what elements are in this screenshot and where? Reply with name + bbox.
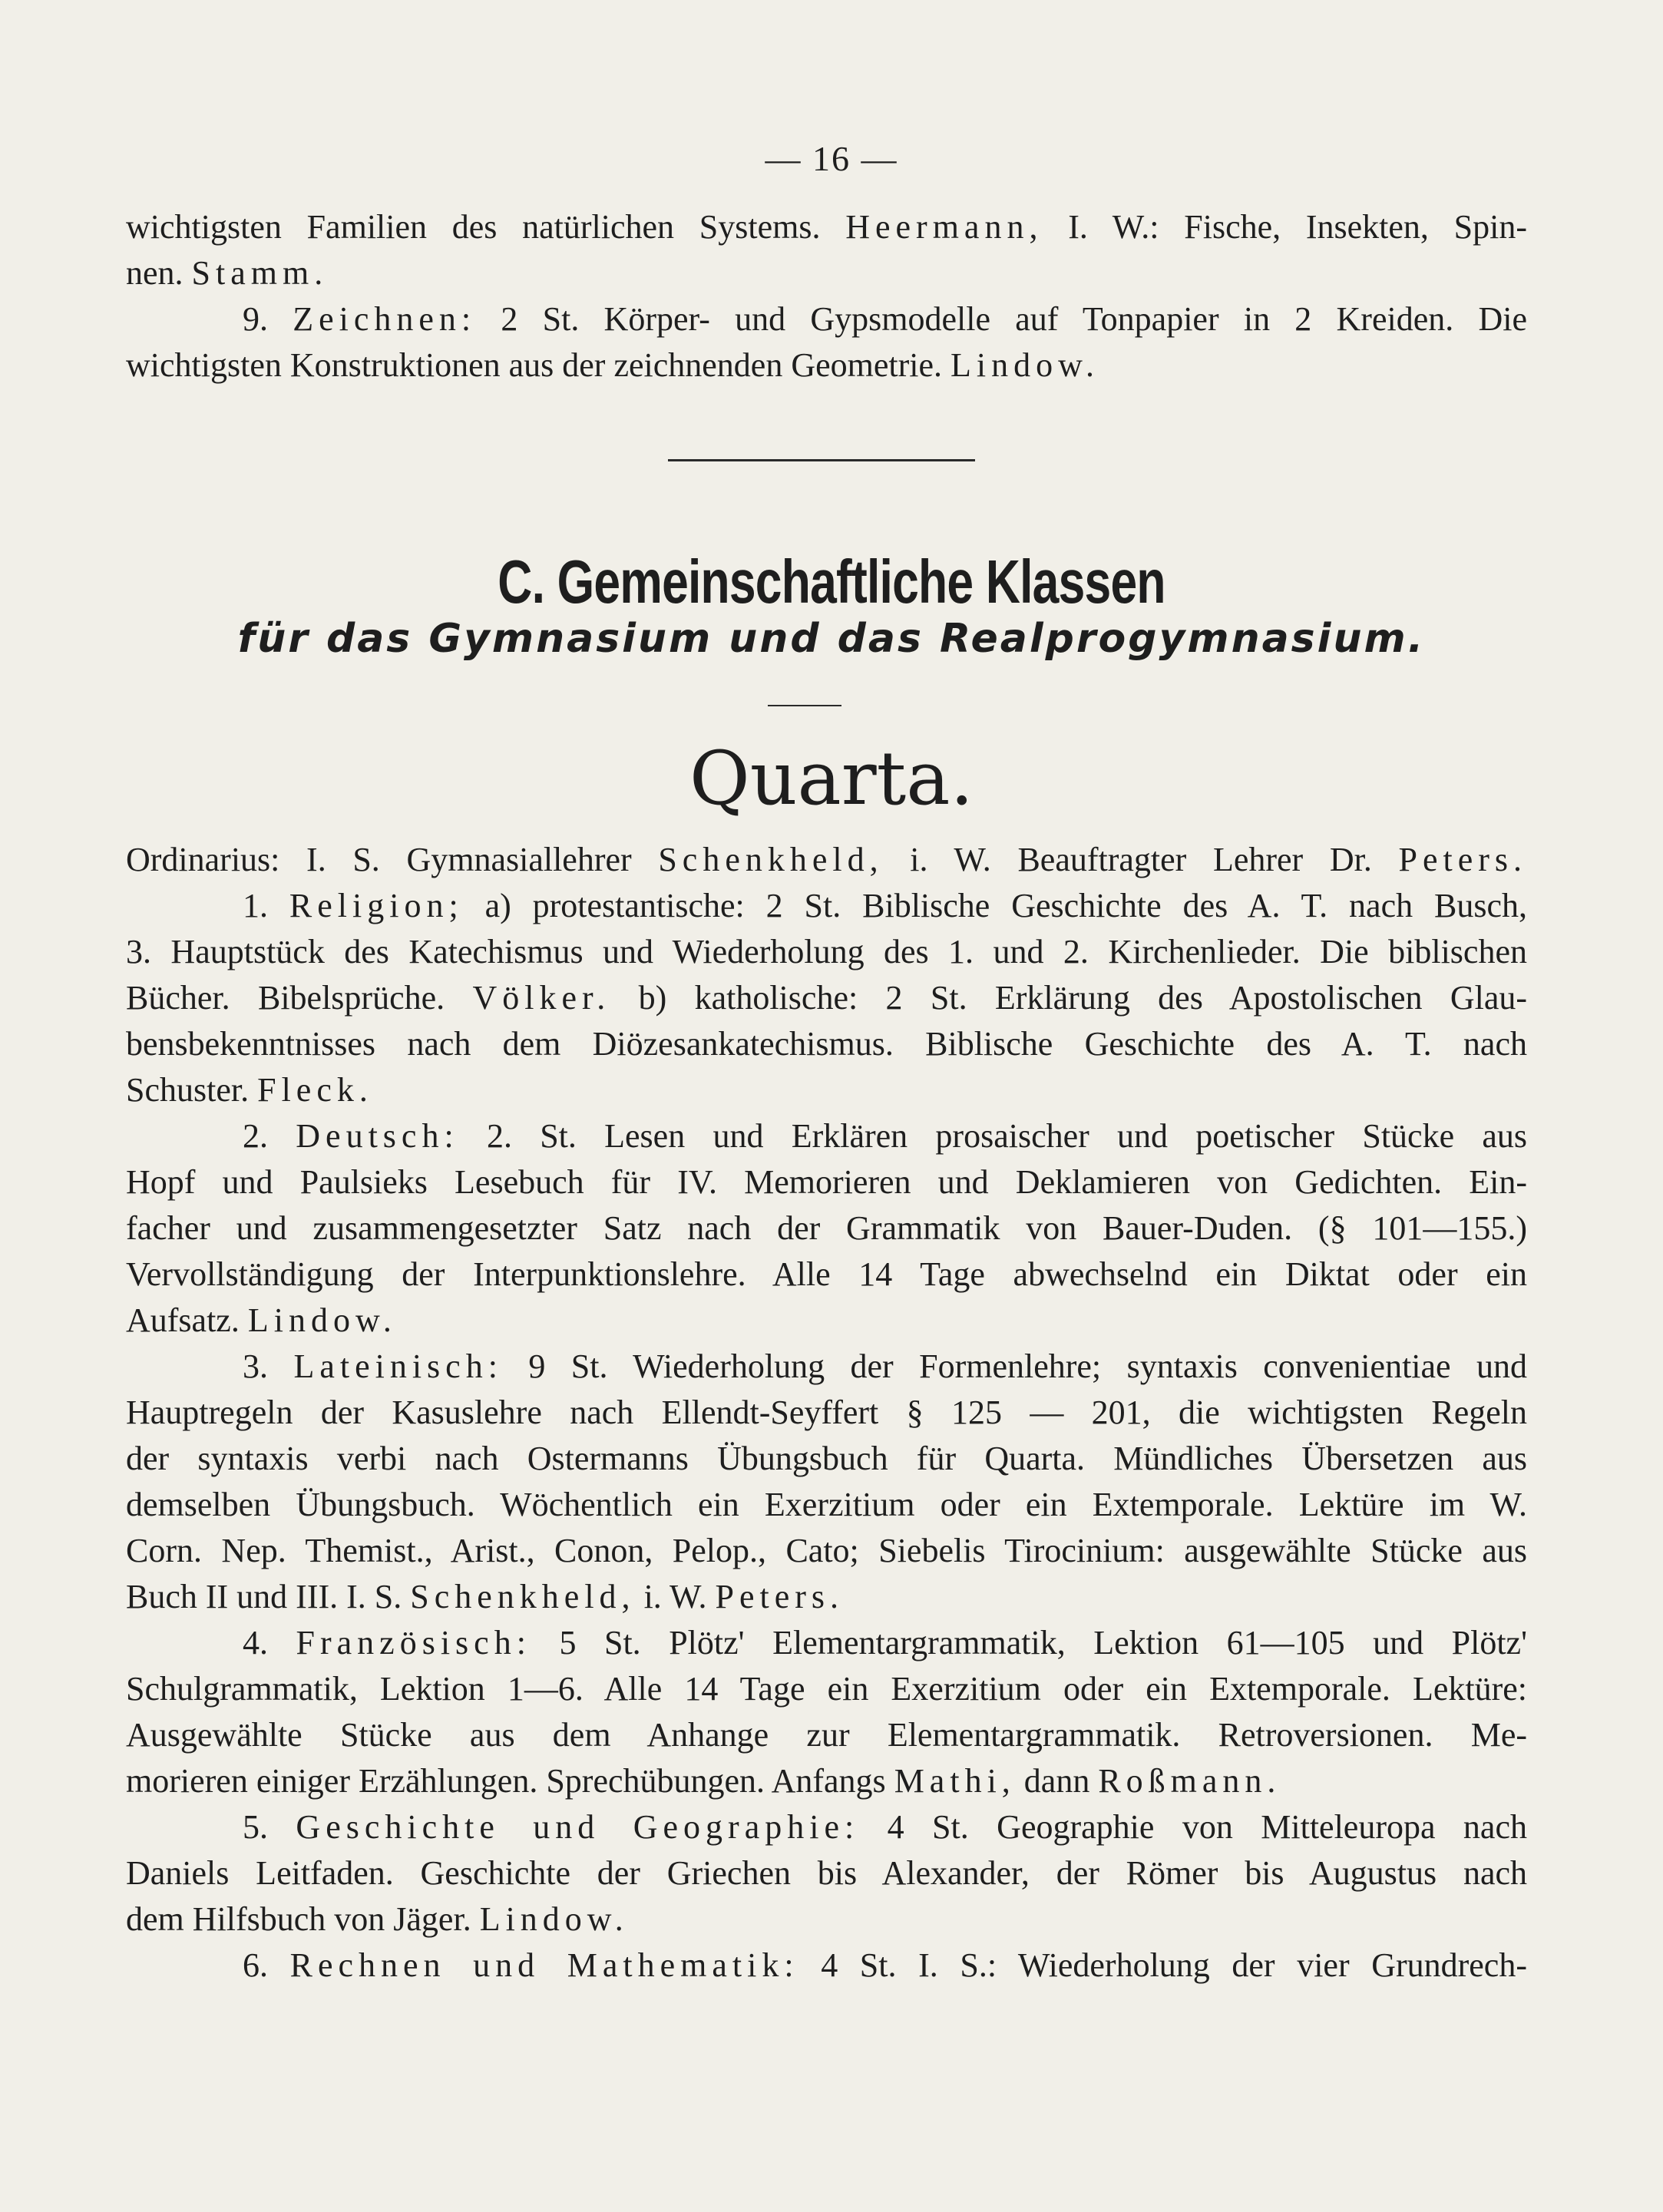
text-line: 3. Hauptstück des Katechismus und Wiederholung des 1. und 2. Kirchenlieder. Die biblischen (126, 933, 1527, 970)
text-line: nen. Stamm. (126, 254, 329, 292)
section-title: C. Gemeinschaftliche Klassen (498, 547, 1165, 616)
class-title: Quarta. (689, 736, 974, 822)
text-line: Hauptregeln der Kasuslehre nach Ellendt-Seyffert § 125 — 201, die wichtigsten Regeln (126, 1394, 1527, 1431)
text-line: Hopf und Paulsieks Lesebuch für IV. Memorieren und Deklamieren von Gedichten. Ein- (126, 1163, 1527, 1201)
text-line: Aufsatz. Lindow. (126, 1301, 397, 1339)
text-line: 5. Geschichte und Geographie: 4 St. Geographie von Mitteleuropa nach (243, 1808, 1527, 1846)
text-line: dem Hilfsbuch von Jäger. Lindow. (126, 1900, 629, 1938)
text-line: Daniels Leitfaden. Geschichte der Griechen bis Alexander, der Römer bis Augustus nach (126, 1854, 1527, 1892)
section-divider (668, 459, 975, 461)
text-line: 9. Zeichnen: 2 St. Körper- und Gypsmodelle auf Tonpapier in 2 Kreiden. Die (243, 300, 1527, 338)
text-line: facher und zusammengesetzter Satz nach der Grammatik von Bauer-Duden. (§ 101—155.) (126, 1209, 1527, 1247)
text-line: Vervollständigung der Interpunktionslehre. Alle 14 Tage abwechselnd ein Diktat oder ein (126, 1255, 1527, 1293)
text-line: 6. Rechnen und Mathematik: 4 St. I. S.: Wiederholung der vier Grundrech- (243, 1946, 1527, 1984)
text-line: Corn. Nep. Themist., Arist., Conon, Pelop., Cato; Siebelis Tirocinium: ausgewählte Stücke aus (126, 1532, 1527, 1569)
text-line: 1. Religion; a) protestantische: 2 St. Biblische Geschichte des A. T. nach Busch, (243, 887, 1528, 924)
text-line: der syntaxis verbi nach Ostermanns Übungsbuch für Quarta. Mündliches Übersetzen aus (126, 1440, 1527, 1477)
text-line: Bücher. Bibelsprüche. Völker. b) katholische: 2 St. Erklärung des Apostolischen Glau- (126, 979, 1528, 1017)
text-line: wichtigsten Konstruktionen aus der zeichnenden Geometrie. Lindow. (126, 346, 1100, 384)
text-line: wichtigsten Familien des natürlichen Systems. Heermann, I. W.: Fische, Insekten, Spin- (126, 208, 1527, 246)
text-line: 2. Deutsch: 2. St. Lesen und Erklären prosaischer und poetischer Stücke aus (243, 1117, 1528, 1155)
text-line: morieren einiger Erzählungen. Sprechübungen. Anfangs Mathi, dann Roßmann. (126, 1762, 1281, 1800)
text-line: Buch II und III. I. S. Schenkheld, i. W. Peters. (126, 1578, 845, 1615)
text-line: Schuster. Fleck. (126, 1071, 373, 1109)
section-subtitle: für das Gymnasium und das Realprogymnasium. (237, 616, 1426, 662)
ordinarius-line: Ordinarius: I. S. Gymnasiallehrer Schenkheld, i. W. Beauftragter Lehrer Dr. Peters. (126, 841, 1528, 878)
text-line: bensbekenntnisses nach dem Diözesankatechismus. Biblische Geschichte des A. T. nach (126, 1025, 1527, 1063)
text-line: Schulgrammatik, Lektion 1—6. Alle 14 Tage ein Exerzitium oder ein Extemporale. Lektüre: (126, 1670, 1527, 1708)
short-divider (768, 705, 841, 706)
text-line: Ausgewählte Stücke aus dem Anhange zur Elementargrammatik. Retroversionen. Me- (126, 1716, 1527, 1754)
text-line: 4. Französisch: 5 St. Plötz' Elementargrammatik, Lektion 61—105 und Plötz' (243, 1624, 1528, 1661)
text-line: 3. Lateinisch: 9 St. Wiederholung der Formenlehre; syntaxis convenientiae und (243, 1347, 1528, 1385)
text-line: demselben Übungsbuch. Wöchentlich ein Exerzitium oder ein Extemporale. Lektüre im W. (126, 1486, 1527, 1523)
page-number: — 16 — (765, 139, 898, 178)
